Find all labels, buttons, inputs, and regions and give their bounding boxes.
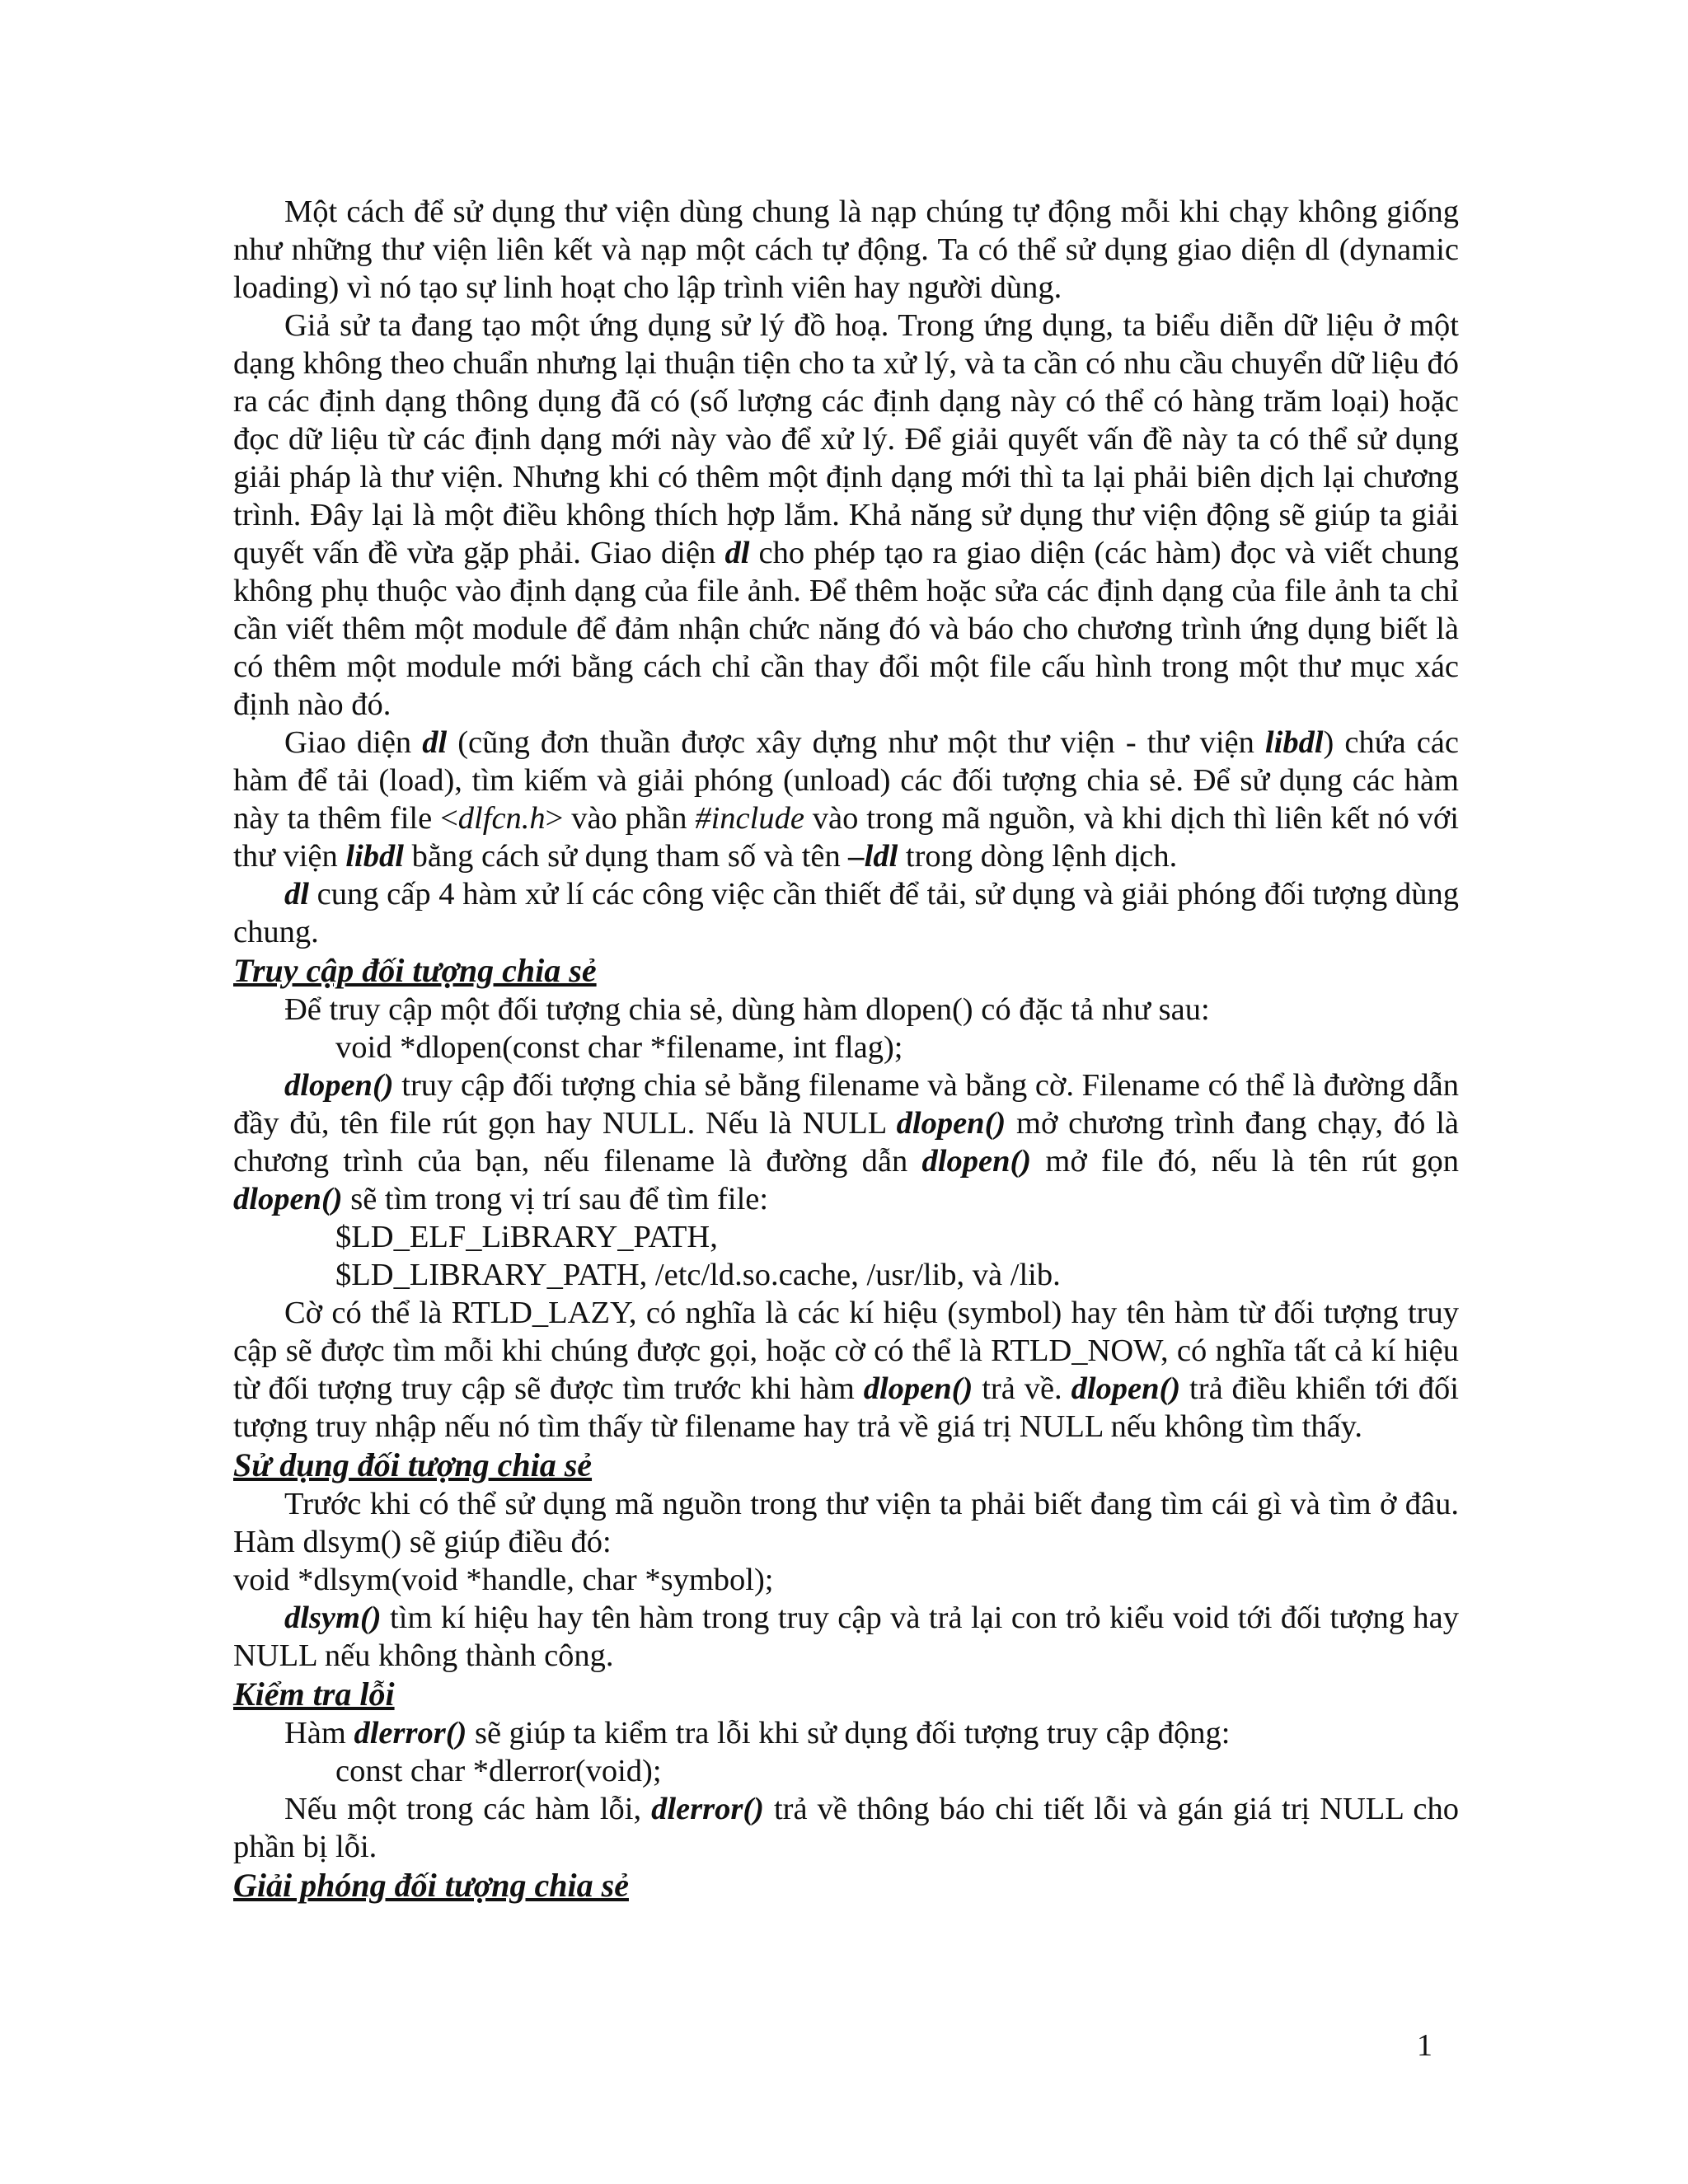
intro-p3-text-g: trong dòng lệnh dịch. (898, 839, 1178, 874)
term-include: #include (695, 801, 804, 836)
intro-p3-text-c: ) chứa các hàm để tải (load), tìm kiếm và giải phóng (unload) các đối tượng chia sẻ. Để sử dụng các hàm này ta thêm file < (233, 725, 1459, 836)
error-paragraph-1 (233, 1714, 1459, 1752)
access-paragraph-3 (233, 1294, 1459, 1446)
term-libdl: libdl (345, 839, 404, 874)
term-libdl: libdl (1264, 725, 1324, 760)
access-paragraph-2 (233, 1066, 1459, 1218)
intro-p3-text-f: bằng cách sử dụng tham số và tên (403, 839, 849, 874)
intro-p1-text: Một cách để sử dụng thư viện dùng chung là nạp chúng tự động mỗi khi chạy không giống như những thư viện liên kết và nạp một cách tự động. Ta có thể sử dụng giao diện dl (dynamic loading) vì nó tạo sự linh hoạt cho lập trình viên hay người dùng. (233, 194, 1459, 305)
use-p1-text: Trước khi có thể sử dụng mã nguồn trong thư viện ta phải biết đang tìm cái gì và tìm ở đâu. Hàm dlsym() sẽ giúp điều đó: (233, 1487, 1459, 1559)
heading-use-shared-object: Sử dụng đối tượng chia sẻ (233, 1446, 593, 1483)
term-dlopen: dlopen() (921, 1144, 1032, 1179)
access-p3-text-b: trả về. (973, 1371, 1071, 1406)
intro-p4-text: cung cấp 4 hàm xử lí các công việc cần thiết để tải, sử dụng và giải phóng đối tượng dùng chung. (233, 877, 1459, 949)
error-paragraph-2 (233, 1790, 1459, 1866)
heading-release-shared-object: Giải phóng đối tượng chia sẻ (233, 1867, 629, 1904)
use-paragraph-2 (233, 1599, 1459, 1675)
dlsym-signature: void *dlsym(void *handle, char *symbol); (233, 1563, 774, 1597)
term-dlopen: dlopen() (233, 1182, 343, 1216)
access-p1-text: Để truy cập một đối tượng chia sẻ, dùng hàm dlopen() có đặc tả như sau: (284, 992, 1210, 1027)
access-p2-text-d: sẽ tìm trong vị trí sau để tìm file: (342, 1182, 769, 1216)
heading-error-check: Kiểm tra lỗi (233, 1675, 395, 1713)
error-p2-text-b: trả về thông báo chi tiết lỗi và gán giá trị NULL cho phần bị lỗi. (233, 1792, 1460, 1864)
intro-paragraph-3 (233, 724, 1459, 875)
term-dlopen: dlopen() (863, 1371, 973, 1406)
page-number: 1 (1417, 2028, 1432, 2063)
dlerror-signature: const char *dlerror(void); (335, 1754, 662, 1788)
intro-paragraph-2 (233, 307, 1459, 724)
error-p1-text-a: Hàm (284, 1716, 354, 1750)
use-p2-text: tìm kí hiệu hay tên hàm trong truy cập và trả lại con trỏ kiểu void tới đối tượng hay NULL nếu không thành công. (233, 1601, 1459, 1673)
term-dlsym: dlsym() (284, 1601, 382, 1635)
term-ldl-flag: –ldl (848, 839, 898, 874)
dlopen-signature: void *dlopen(const char *filename, int flag); (335, 1030, 903, 1065)
term-dlerror: dlerror() (651, 1792, 764, 1826)
term-dlopen: dlopen() (284, 1068, 394, 1103)
page-content (233, 193, 1459, 1905)
term-dlerror: dlerror() (354, 1716, 467, 1750)
access-paragraph-1 (233, 991, 1459, 1029)
search-path-2: $LD_LIBRARY_PATH, /etc/ld.so.cache, /usr/lib, và /lib. (335, 1258, 1061, 1292)
access-p2-text-a: truy cập đối tượng chia sẻ bằng filename và bằng cờ. Filename có thể là đường dẫn đầy đủ, tên file rút gọn hay NULL. Nếu là NULL (233, 1068, 1459, 1141)
error-p1-text-b: sẽ giúp ta kiểm tra lỗi khi sử dụng đối tượng truy cập động: (467, 1716, 1231, 1750)
term-dlopen: dlopen() (896, 1106, 1006, 1141)
intro-p2-text-a: Giả sử ta đang tạo một ứng dụng sử lý đồ hoạ. Trong ứng dụng, ta biểu diễn dữ liệu ở một dạng không theo chuẩn nhưng lại thuận tiện cho ta xử lý, và ta cần có nhu cầu chuyển dữ liệu đó ra các định dạng thông dụng đã có (số lượng các định dạng này có thể có hàng trăm loại) hoặc đọc dữ liệu từ các định dạng mới này vào để xử lý. Để giải quyết vấn đề này ta có thể sử dụng giải pháp là thư viện. Nhưng khi có thêm một định dạng mới thì ta lại phải biên dịch lại chương trình. Đây lại là một điều không thích hợp lắm. Khả năng sử dụng thư viện động sẽ giúp ta giải quyết vấn đề vừa gặp phải. Giao diện (233, 308, 1459, 570)
intro-p2-text-b: cho phép tạo ra giao diện (các hàm) đọc và viết chung không phụ thuộc vào định dạng của file ảnh. Để thêm hoặc sửa các định dạng của file ảnh ta chỉ cần viết thêm một module để đảm nhận chức năng đó và báo cho chương trình ứng dụng biết là có thêm một module mới bằng cách chỉ cần thay đổi một file cấu hình trong một thư mục xác định nào đó. (233, 536, 1459, 722)
intro-paragraph-4 (233, 875, 1459, 951)
intro-p3-text-d: > vào phần (545, 801, 696, 836)
heading-access-shared-object: Truy cập đối tượng chia sẻ (233, 952, 597, 989)
access-p2-text-c: mở file đó, nếu là tên rút gọn (1031, 1144, 1459, 1179)
access-p3-text-a: Cờ có thể là RTLD_LAZY, có nghĩa là các kí hiệu (symbol) hay tên hàm từ đối tượng truy cập sẽ được tìm mỗi khi chúng được gọi, hoặc cờ có thể là RTLD_NOW, có nghĩa tất cả kí hiệu từ đối tượng truy cập sẽ được tìm trước khi hàm (233, 1296, 1459, 1406)
intro-p3-text-e: vào trong mã nguồn, và khi dịch thì liên kết nó với thư viện (233, 801, 1459, 874)
term-dl: dl (724, 536, 750, 570)
access-p2-text-b: mở chương trình đang chạy, đó là chương trình của bạn, nếu filename là đường dẫn (233, 1106, 1459, 1179)
use-paragraph-1 (233, 1485, 1459, 1561)
term-dl: dl (284, 877, 309, 912)
term-dlfcn-header: dlfcn.h (457, 801, 546, 836)
access-p3-text-c: trả điều khiển tới đối tượng truy nhập nếu nó tìm thấy từ filename hay trả về giá trị NULL nếu không tìm thấy. (233, 1371, 1459, 1444)
intro-paragraph-1 (233, 193, 1459, 307)
error-p2-text-a: Nếu một trong các hàm lỗi, (284, 1792, 652, 1826)
term-dlopen: dlopen() (1071, 1371, 1181, 1406)
intro-p3-text-b: (cũng đơn thuần được xây dựng như một thư viện - thư viện (447, 725, 1265, 760)
term-dl: dl (422, 725, 448, 760)
search-path-1: $LD_ELF_LiBRARY_PATH, (335, 1220, 718, 1254)
intro-p3-text-a: Giao diện (284, 725, 423, 760)
